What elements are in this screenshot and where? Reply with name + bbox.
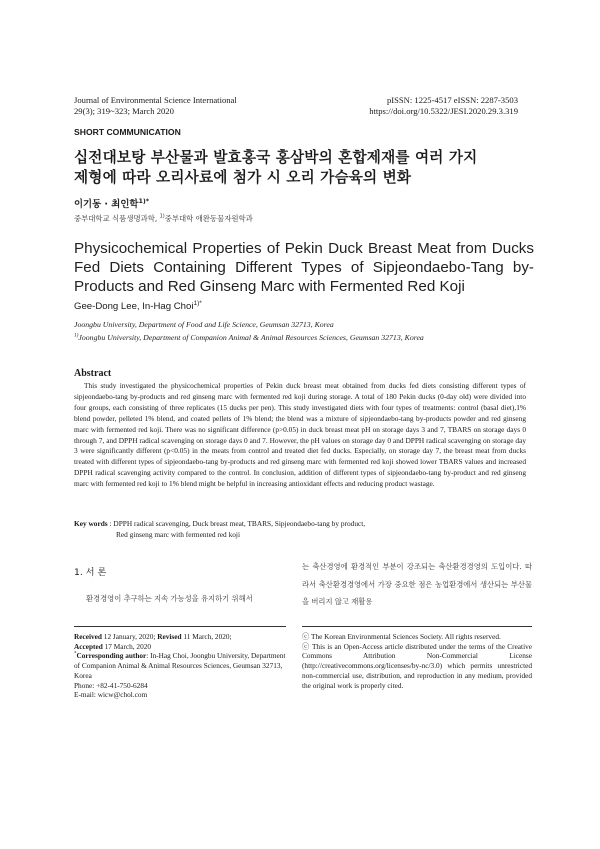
english-author-names: Gee-Dong Lee, In-Hag Choi — [74, 301, 194, 312]
doi-link[interactable]: https://doi.org/10.5322/JESI.2020.29.3.319 — [369, 106, 518, 116]
footnote-right — [302, 632, 532, 690]
article-type: SHORT COMMUNICATION — [74, 127, 181, 137]
korean-title-line2: 제형에 따라 오리사료에 첨가 시 오리 가슴육의 변화 — [74, 169, 412, 186]
korean-affil-second: 중부대학 애완동물자원학과 — [164, 214, 253, 223]
english-affil-2-row — [74, 331, 424, 344]
english-affiliations — [74, 318, 424, 344]
footnote-left — [74, 632, 286, 700]
volume-info: 29(3); 319~323; March 2020 — [74, 106, 174, 116]
corr-label: Corresponding author — [76, 651, 147, 661]
footnote-divider-left — [74, 626, 286, 627]
english-authors — [74, 301, 202, 312]
revised-label: Revised — [157, 632, 182, 641]
korean-author-sup: 1)* — [138, 196, 150, 205]
corresponding-author — [74, 651, 286, 680]
email[interactable]: E-mail: wicw@chol.com — [74, 690, 148, 700]
phone: Phone: +82-41-750-6284 — [74, 680, 148, 690]
keywords-line2: Red ginseng marc with fermented red koji — [116, 529, 240, 539]
intro-text-left: 환경경영이 추구하는 지속 가능성을 유지하기 위해서 — [86, 594, 253, 603]
english-affil-1: Joongbu University, Department of Food and Life Science, Geumsan 32713, Korea — [74, 320, 334, 329]
revised-date: 11 March, 2020; — [181, 632, 232, 641]
journal-header-right — [369, 95, 518, 117]
license: ⓒ This is an Open-Access article distributed under the terms of the Creative Commons Attribution Non-Commercial License (http://creativecommons.org/licenses/by-nc/3.0) which permits unrestricted non-commercial use, distribution, and reproduction in any medium, provided the original work is properly cited. — [302, 641, 532, 690]
english-affil-2: Joongbu University, Department of Companion Animal & Animal Resources Sciences, Geumsan 32713, Korea — [78, 333, 424, 342]
copyright: ⓒ The Korean Environmental Sciences Society. All rights reserved. — [302, 632, 501, 641]
intro-text-right: 는 축산경영에 환경적인 부분이 강조되는 축산환경경영의 도입이다. 따라서 축산환경경영에서 가장 중요한 점은 농업환경에서 생산되는 부산물을 버리지 않고 재활용 — [302, 562, 532, 606]
received-label: Received — [74, 632, 102, 641]
accepted-date: 17 March, 2020 — [102, 641, 152, 651]
korean-title-line1: 십전대보탕 부산물과 발효홍국 홍삼박의 혼합제재를 여러 가지 — [74, 149, 478, 166]
korean-author-names: 이기동 · 최인학 — [74, 199, 139, 210]
korean-affil-sup: 1) — [159, 213, 165, 220]
english-affil-2-sup: 1) — [74, 332, 79, 339]
accepted-label: Accepted — [74, 641, 103, 651]
korean-title — [74, 148, 524, 188]
corr-sup: * — [74, 651, 77, 657]
keywords-line1: : DPPH radical scavenging, Duck breast meat, TBARS, Sipjeondaebo-tang by product, — [107, 519, 366, 528]
section-title-introduction: 1. 서 론 — [74, 567, 107, 578]
keywords — [74, 519, 526, 541]
abstract-body: This study investigated the physicochemical properties of Pekin duck breast meat obtained from ducks fed diets consisting different types of sipjeondaebo-tang by-products and red ginseng marc with fermented red koji during storage. A total of 180 Pekin ducks (0-day old) were divided into four groups, each consisting of three replicates (15 ducks per pen). This study investigated diets with four types of treatments: control (basal diet),1% blend powder, pelleted 1% blend, and coated pellets of 1% blend; the blend was a mixture of sipjeondaebo-tang by-products powder and red ginseng marc with fermented red koji. There was no significant difference (p>0.05) in duck breast meat pH on storage days 3 and 7, TBARS on storage days 0 through 7, and DPPH radical scavenging on storage days 0 and 7. However, the pH values on storage day 0 and DPPH radical scavenging on storage day 3 were significantly different (p<0.05) in the meats from control and treated diet fed ducks. Especially, on storage day 7, the breast meat from ducks treated with different types of sipjeondaebo-tang by-products and red ginseng marc with fermented red koji showed lower TBARS values and increased DPPH radical scavenging activity compared to the control. In conclusion, addition of different types of sipjeondaebo-tang by-product and red ginseng marc with fermented red koji to 1% blend might be helpful in increasing antioxidant effects and reducing product wastage. — [74, 381, 526, 489]
english-author-sup: 1)* — [193, 299, 202, 307]
korean-affiliation — [74, 213, 253, 224]
accepted-row — [74, 642, 286, 652]
keywords-label: Key words — [74, 519, 108, 528]
footnote-divider-right — [302, 626, 532, 627]
english-title: Physicochemical Properties of Pekin Duck Breast Meat from Ducks Fed Diets Containing Different Types of Sipjeondaebo-Tang by- Products and Red Ginseng Marc with Fermented Red Koji — [74, 240, 534, 295]
issn: pISSN: 1225-4517 eISSN: 2287-3503 — [386, 95, 518, 105]
received-revised — [74, 632, 286, 642]
journal-name: Journal of Environmental Science International — [74, 95, 237, 105]
corr-text: : In-Hag Choi, Joongbu University, Department of Companion Animal & Animal Resources Sciences, Geumsan 32713, Korea — [74, 651, 286, 680]
korean-authors — [74, 196, 149, 210]
abstract-heading: Abstract — [74, 368, 112, 379]
korean-affil-main: 중부대학교 식품생명과학, — [74, 214, 160, 223]
received-date: 12 January, 2020; — [101, 632, 158, 641]
journal-header-left — [74, 95, 237, 117]
